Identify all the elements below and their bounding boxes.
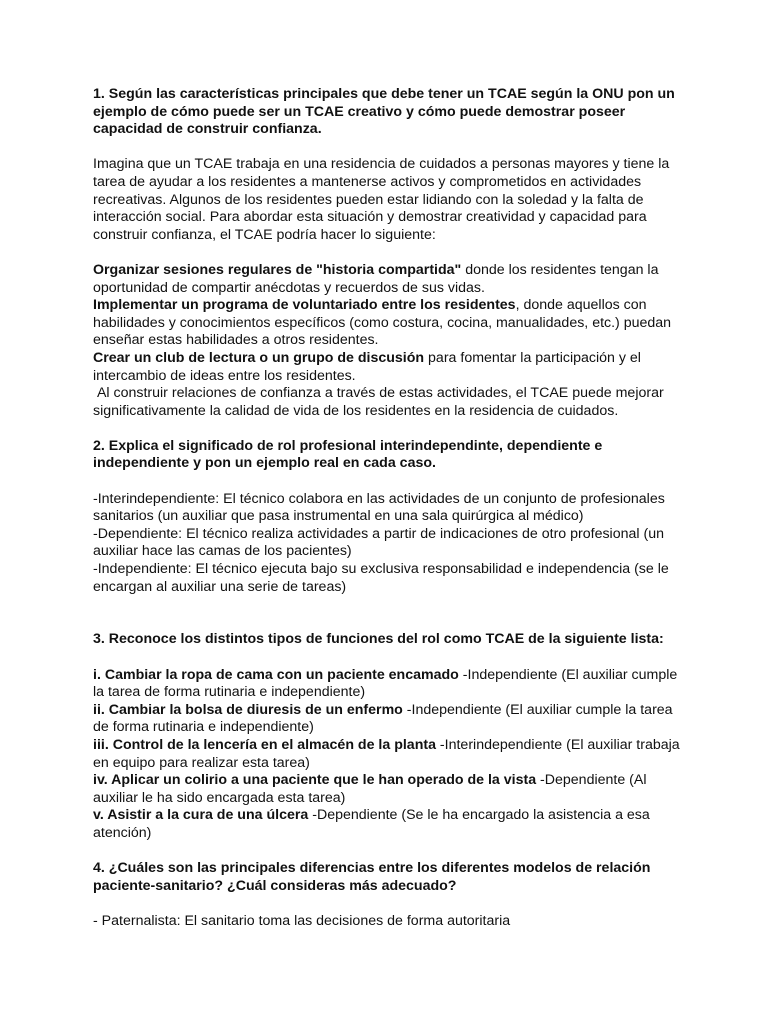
question-1-intro: Imagina que un TCAE trabaja en una residencia de cuidados a personas mayores y tiene la tarea de ayudar a los residentes a mantenerse activos y comprometidos en actividades recreativas. Algunos de los residentes pueden estar lidiando con la soledad y la falta de interacción social. Para abordar esta situación y demostrar creatividad y capacidad para construir confianza, el TCAE podría hacer lo siguiente:: [93, 156, 670, 243]
question-3-title: 3. Reconoce los distintos tipos de funciones del rol como TCAE de la siguiente lista:: [93, 631, 664, 648]
q3-item-bold: iii. Control de la lencería en el almacén de la planta: [93, 736, 436, 753]
q2-line: -Interindependiente: El técnico colabora en las actividades de un conjunto de profesionales sanitarios (un auxiliar que pasa instrumental en una sala quirúrgica al médico): [93, 490, 665, 525]
spacer: [93, 895, 683, 913]
q3-item: [93, 772, 683, 807]
q1-item-text: para fomentar la participación y el intercambio de ideas entre los residentes.: [93, 349, 641, 384]
q2-line: -Dependiente: El técnico realiza actividades a partir de indicaciones de otro profesional (un auxiliar hace las camas de los pacientes): [93, 525, 664, 560]
q3-item-text: -Independiente (El auxiliar cumple la tarea de forma rutinaria e independiente): [93, 666, 678, 701]
q1-item-text: donde los residentes tengan la oportunidad de compartir anécdotas y recuerdos de sus vidas.: [93, 261, 659, 296]
spacer: [93, 139, 683, 157]
q3-item: [93, 702, 683, 737]
q1-item: [93, 297, 683, 350]
document-page: [93, 86, 683, 931]
spacer: [93, 473, 683, 491]
q3-item-text: -Interindependiente (El auxiliar trabaja en equipo para realizar esta tarea): [93, 736, 680, 771]
q3-item: [93, 737, 683, 772]
spacer: [93, 649, 683, 667]
spacer: [93, 420, 683, 438]
q3-item-text: -Dependiente (Al auxiliar le ha sido encargada esta tarea): [93, 772, 647, 806]
q3-item: [93, 807, 683, 842]
q2-line: -Independiente: El técnico ejecuta bajo su exclusiva responsabilidad e independencia (se le encargan al auxiliar una serie de tareas): [93, 561, 669, 595]
spacer: [93, 843, 683, 861]
q1-item: [93, 350, 683, 385]
q3-item-bold: i. Cambiar la ropa de cama con un paciente encamado: [93, 666, 459, 683]
q3-item-bold: iv. Aplicar un colirio a una paciente que le han operado de la vista: [93, 772, 537, 789]
q3-item-bold: v. Asistir a la cura de una úlcera: [93, 807, 309, 824]
spacer: [93, 244, 683, 262]
q1-item-text: , donde aquellos con habilidades y conocimientos específicos (como costura, cocina, manualidades, etc.) puedan enseñar estas habilidades a otros residentes.: [93, 297, 672, 349]
question-1-title: 1. Según las características principales que debe tener un TCAE según la ONU pon un ejemplo de cómo puede ser un TCAE creativo y cómo puede demostrar poseer capacidad de construir confianza.: [93, 86, 675, 138]
q3-item-text: -Independiente (El auxiliar cumple la tarea de forma rutinaria e independiente): [93, 701, 673, 736]
question-4-title: 4. ¿Cuáles son las principales diferencias entre los diferentes modelos de relación paciente-sanitario? ¿Cuál consideras más adecuado?: [93, 860, 651, 894]
q4-line: - Paternalista: El sanitario toma las decisiones de forma autoritaria: [93, 912, 511, 929]
question-1-conclusion: Al construir relaciones de confianza a través de estas actividades, el TCAE puede mejorar significativamente la calidad de vida de los residentes en la residencia de cuidados.: [93, 385, 668, 419]
q3-item: [93, 667, 683, 702]
question-2-title: 2. Explica el significado de rol profesional interindependinte, dependiente e independiente y pon un ejemplo real en cada caso.: [93, 437, 603, 472]
q3-item-text: -Dependiente (Se le ha encargado la asistencia a esa atención): [93, 807, 650, 841]
q1-item-bold: Crear un club de lectura o un grupo de discusión: [93, 349, 425, 366]
q3-item-bold: ii. Cambiar la bolsa de diuresis de un enfermo: [93, 701, 403, 718]
spacer: [93, 596, 683, 631]
q1-item-bold: Organizar sesiones regulares de "historia compartida": [93, 261, 462, 278]
q1-item-bold: Implementar un programa de voluntariado entre los residentes: [93, 297, 516, 314]
q1-item: [93, 262, 683, 297]
